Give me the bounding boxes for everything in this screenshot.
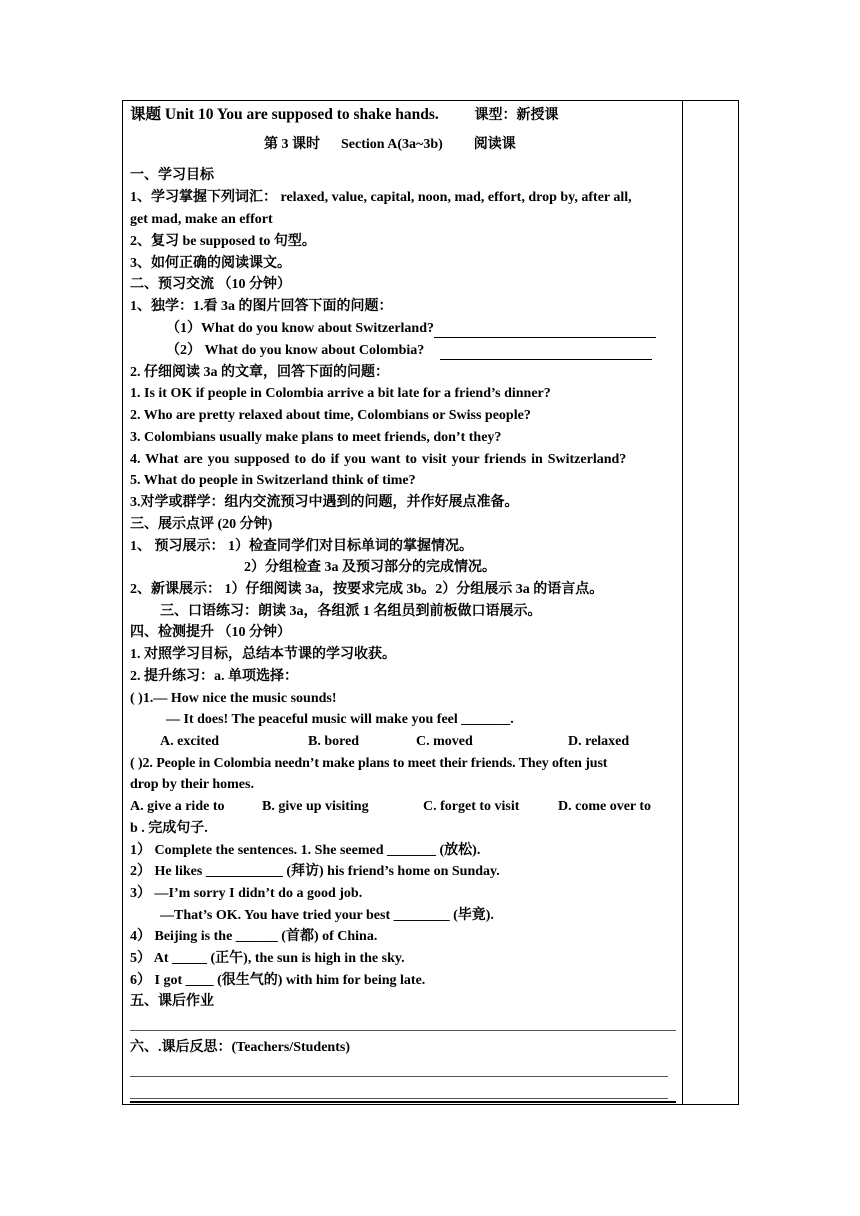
mc-2-option-b: B. give up visiting <box>262 799 369 814</box>
lesson-kind: 阅读课 <box>473 137 516 152</box>
show-item-1: 1、 预习展示： 1）检查同学们对目标单词的掌握情况。 <box>130 539 473 554</box>
mc-1-option-a: A. excited <box>160 734 220 749</box>
read-intro: 2. 仔细阅读 3a 的文章，回答下面的问题： <box>130 365 389 380</box>
read-question-3: 3. Colombians usually make plans to meet friends, don’t they? <box>130 430 502 445</box>
sentence-4: 4） Beijing is the ______ (首都) of China. <box>130 929 378 944</box>
goals-item-1-cont: get mad, make an effort <box>130 212 273 227</box>
mc-2-option-a: A. give a ride to <box>130 799 225 814</box>
group-study: 3.对学或群学：组内交流预习中遇到的问题，并作好展点准备。 <box>130 495 519 510</box>
mc-1-option-c: C. moved <box>416 734 473 749</box>
sentence-6: 6） I got ____ (很生气的) with him for being late. <box>130 973 426 988</box>
show-item-1b: 2）分组检查 3a 及预习部分的完成情况。 <box>244 560 496 575</box>
preview-question-1: （1）What do you know about Switzerland? <box>166 320 656 338</box>
reflection-line-1 <box>130 1076 668 1077</box>
preview-question-2: （2） What do you know about Colombia? <box>166 342 652 360</box>
homework-line <box>130 1030 676 1031</box>
mc-1-option-d: D. relaxed <box>568 734 630 749</box>
homework-heading: 五、课后作业 <box>130 994 214 1009</box>
goals-item-2: 2、复习 be supposed to 句型。 <box>130 234 316 249</box>
goals-item-3: 3、如何正确的阅读课文。 <box>130 256 291 271</box>
complete-heading: b . 完成句子. <box>130 821 208 836</box>
reflection-line-2 <box>130 1098 668 1099</box>
mc-2-option-c: C. forget to visit <box>423 799 520 814</box>
read-question-4: 4. What are you supposed to do if you want to visit your friends in Switzerland? <box>130 452 627 467</box>
show-item-2: 2、新课展示： 1）仔细阅读 3a，按要求完成 3b。2）分组展示 3a 的语言点。 <box>130 582 604 597</box>
oral-practice: 三、口语练习：朗读 3a，各组派 1 名组员到前板做口语展示。 <box>160 604 542 619</box>
mc-question-1-answer: — It does! The peaceful music will make you feel _______. <box>166 712 514 727</box>
preview-heading: 二、预习交流 （10 分钟） <box>130 277 291 292</box>
table-column-divider <box>682 100 683 1105</box>
read-question-1: 1. Is it OK if people in Colombia arrive a bit late for a friend’s dinner? <box>130 386 551 401</box>
test-item-2: 2. 提升练习：a. 单项选择： <box>130 669 298 684</box>
lesson-header <box>130 106 559 125</box>
sentence-1: 1） Complete the sentences. 1. She seemed _______ (放松). <box>130 843 481 858</box>
lesson-title: 课题 Unit 10 You are supposed to shake hands. <box>130 106 439 123</box>
answer-blank[interactable] <box>440 345 652 360</box>
self-study: 1、独学：1.看 3a 的图片回答下面的问题： <box>130 299 393 314</box>
mc-2-option-d: D. come over to <box>558 799 652 814</box>
sentence-5: 5） At _____ (正午), the sun is high in the sky. <box>130 951 405 966</box>
reflection-heading: 六、.课后反思：(Teachers/Students) <box>130 1040 350 1055</box>
sentence-2: 2） He likes ___________ (拜访) his friend’s home on Sunday. <box>130 864 500 879</box>
mc-1-option-b: B. bored <box>308 734 360 749</box>
bottom-border <box>130 1101 676 1103</box>
show-heading: 三、展示点评 (20 分钟) <box>130 517 273 532</box>
course-type: 课型：新授课 <box>474 108 559 123</box>
session-number: 第 3 课时 <box>264 137 320 152</box>
session-line <box>264 136 516 154</box>
read-question-2: 2. Who are pretty relaxed about time, Colombians or Swiss people? <box>130 408 531 423</box>
mc-question-1: ( )1.— How nice the music sounds! <box>130 691 337 706</box>
mc-question-2: ( )2. People in Colombia needn’t make plans to meet their friends. They often just <box>130 756 608 771</box>
mc-question-2-cont: drop by their homes. <box>130 777 254 792</box>
answer-blank[interactable] <box>434 323 656 338</box>
test-heading: 四、检测提升 （10 分钟） <box>130 625 291 640</box>
test-item-1: 1. 对照学习目标，总结本节课的学习收获。 <box>130 647 396 662</box>
goals-item-1: 1、学习掌握下列词汇： relaxed, value, capital, noon, mad, effort, drop by, after all, <box>130 190 632 205</box>
read-question-5: 5. What do people in Switzerland think of time? <box>130 473 416 488</box>
goals-heading: 一、学习目标 <box>130 168 214 183</box>
sentence-3: 3） —I’m sorry I didn’t do a good job. <box>130 886 363 901</box>
section-name: Section A(3a~3b) <box>341 137 443 152</box>
sentence-3-reply: —That’s OK. You have tried your best ________ (毕竟). <box>160 908 494 923</box>
